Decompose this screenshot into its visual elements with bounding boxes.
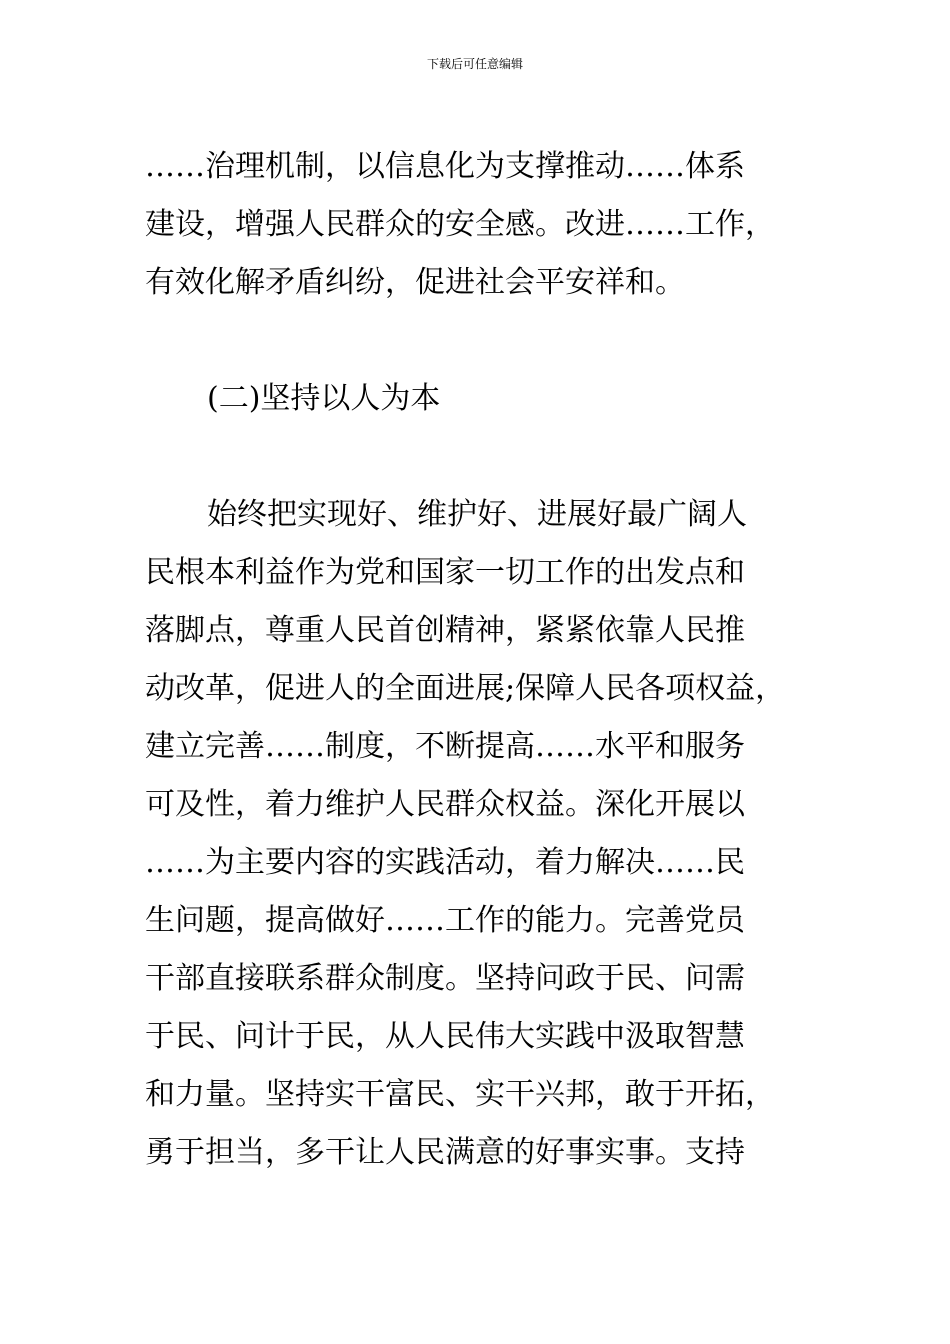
paragraph-gap: [145, 428, 805, 486]
paragraph-line: 勇于担当，多干让人民满意的好事实事。支持: [145, 1135, 745, 1170]
paragraph-line: 动改革，促进人的全面进展;保障人民各项权益，: [145, 671, 786, 706]
paragraph-line: 始终把实现好、维护好、进展好最广阔人: [207, 497, 747, 532]
paragraph-gap: [145, 312, 805, 370]
paragraph-line: 建设，增强人民群众的安全感。改进……工作，: [145, 207, 775, 242]
paragraph-line: 生问题，提高做好……工作的能力。完善党员: [145, 903, 745, 938]
paragraph-2: [145, 486, 805, 1182]
paragraph-line: 和力量。坚持实干富民、实干兴邦，敢于开拓，: [145, 1077, 775, 1112]
section-heading: (二)坚持以人为本: [207, 381, 441, 416]
paragraph-line: 落脚点，尊重人民首创精神，紧紧依靠人民推: [145, 613, 745, 648]
paragraph-line: ……治理机制，以信息化为支撑推动……体系: [145, 149, 745, 184]
paragraph-line: 于民、问计于民，从人民伟大实践中汲取智慧: [145, 1019, 745, 1054]
paragraph-line: 有效化解矛盾纠纷，促进社会平安祥和。: [145, 265, 685, 300]
paragraph-line: 民根本利益作为党和国家一切工作的出发点和: [145, 555, 745, 590]
document-body: [145, 138, 805, 1182]
paragraph-line: 可及性，着力维护人民群众权益。深化开展以: [145, 787, 745, 822]
paragraph-line: 干部直接联系群众制度。坚持问政于民、问需: [145, 961, 745, 996]
paragraph-line: ……为主要内容的实践活动，着力解决……民: [145, 845, 745, 880]
paragraph-1: [145, 138, 805, 312]
paragraph-line: 建立完善……制度，不断提高……水平和服务: [145, 729, 745, 764]
page-header: 下载后可任意编辑: [426, 57, 523, 71]
